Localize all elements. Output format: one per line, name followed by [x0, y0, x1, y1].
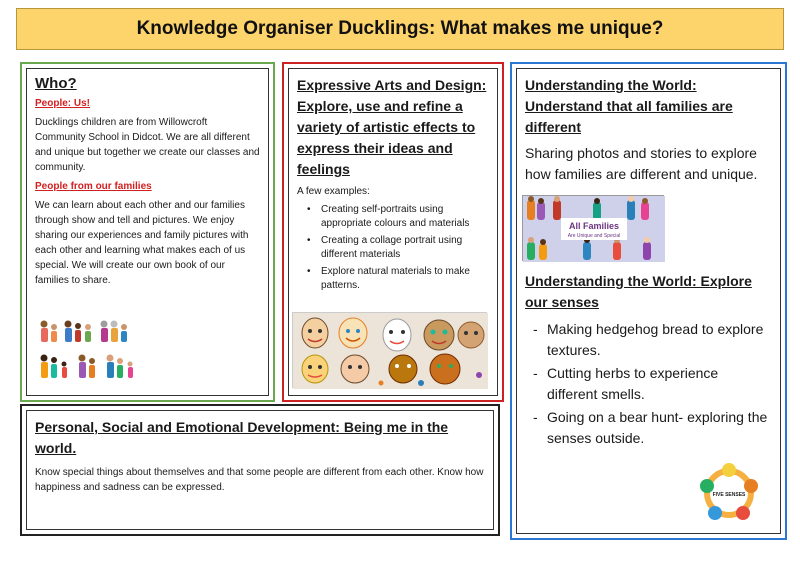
psed-heading: Personal, Social and Emotional Development: Being me in the world.	[35, 419, 449, 456]
families-illustration	[38, 318, 148, 386]
senses-label: FIVE SENSES	[712, 492, 746, 498]
people-us-text: Ducklings children are from Willowcroft Community School in Didcot. We are all different and unique but together we create our classes and community.	[35, 117, 260, 173]
list-item: - Cutting herbs to experience different smells.	[525, 363, 772, 405]
utw-families-text: Sharing photos and stories to explore how families are different and unique.	[525, 145, 758, 182]
senses-list	[525, 319, 772, 449]
families-people-graphic	[38, 318, 148, 386]
nose-icon	[736, 506, 750, 520]
all-families-banner	[522, 195, 664, 261]
utw-families-heading: Understanding the World: Understand that all families are different	[525, 77, 733, 135]
psed-inner	[26, 410, 494, 530]
examples-intro: A few examples:	[297, 186, 370, 197]
families-heading: People from our families	[35, 181, 152, 192]
families-text: We can learn about each other and our families through show and tell and pictures. We enjoy sharing our experiences and family pictures with each other and learning what makes each of us special. We will create our own book of our families to share.	[35, 200, 249, 286]
who-heading: Who?	[35, 75, 77, 92]
family-row-bottom	[41, 355, 134, 379]
hand-icon	[700, 479, 714, 493]
ear-icon	[744, 479, 758, 493]
psed-text: Know special things about themselves and that some people are different from each other. Know how happiness and sadness can be expressed.	[35, 467, 484, 493]
list-item: - Making hedgehog bread to explore textures.	[525, 319, 772, 361]
list-item: - Going on a bear hunt- exploring the senses outside.	[525, 407, 772, 449]
five-senses-diagram	[697, 462, 761, 524]
eye-icon	[722, 463, 736, 477]
tongue-icon	[708, 506, 722, 520]
page-title: Knowledge Organiser Ducklings: What makes me unique?	[16, 8, 784, 50]
expressive-arts-heading: Expressive Arts and Design: Explore, use and refine a variety of artistic effects to express their ideas and feelings	[297, 77, 487, 177]
banner-subtitle: Are Unique and Special	[567, 233, 621, 239]
all-families-graphic	[523, 196, 665, 262]
list-item: • Explore natural materials to make patterns.	[297, 265, 489, 293]
five-senses-graphic	[697, 462, 761, 524]
family-row-top	[41, 321, 128, 343]
examples-list	[297, 203, 489, 293]
list-item: • Creating a collage portrait using different materials	[297, 234, 489, 262]
psed-panel	[20, 404, 500, 536]
banner-title: All Families	[568, 221, 620, 231]
people-us-heading: People: Us!	[35, 98, 91, 109]
self-portraits-photo	[292, 312, 487, 388]
self-portraits-graphic	[293, 313, 488, 389]
list-item: • Creating self-portraits using appropriate colours and materials	[297, 203, 489, 231]
utw-senses-heading: Understanding the World: Explore our senses	[525, 273, 752, 310]
